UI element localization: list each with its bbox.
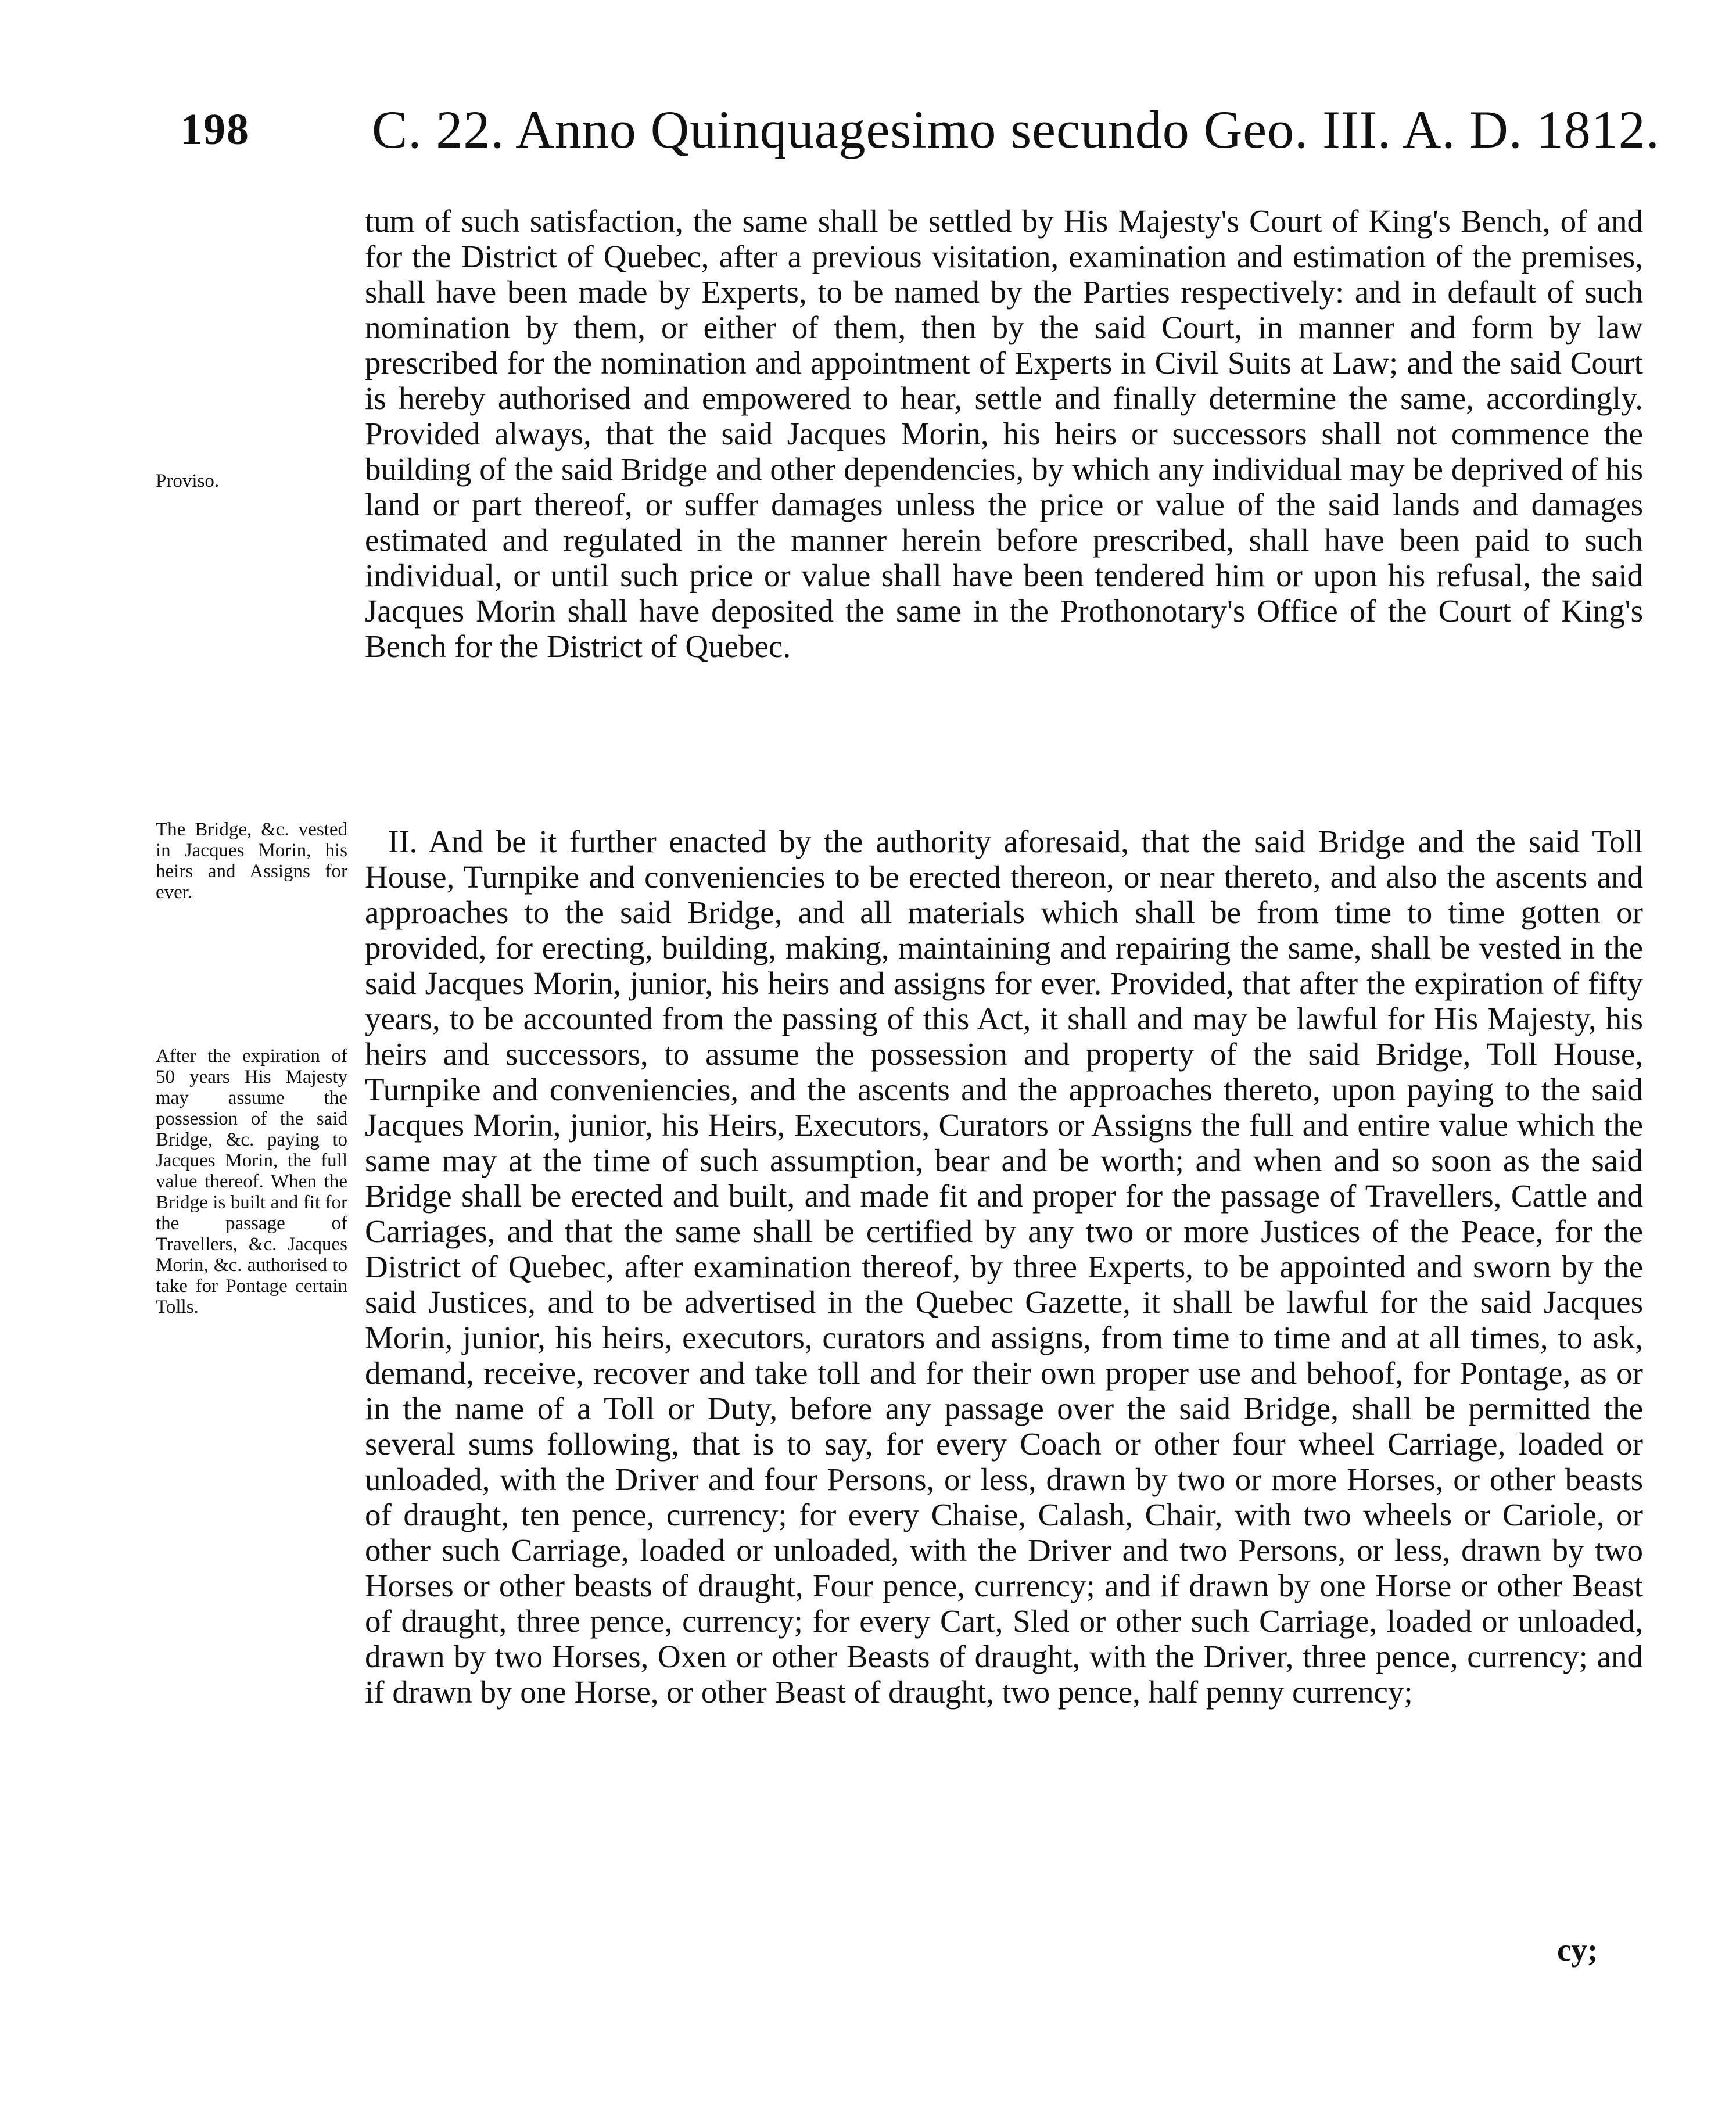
running-head: C. 22. Anno Quinquagesimo secundo Geo. III. A. D. 1812. xyxy=(372,100,1660,159)
paragraph-text: II. And be it further enacted by the authority aforesaid, that the said Bridge and the said Toll House, Turnpike and conveniencies to be erected thereon, or near thereto, and also the ascents and approaches to the said Bridge, and all materials which shall be from time to time gotten or provided, for erecting, building, making, maintaining and repairing the same, shall be vested in the said Jacques Morin, junior, his heirs and assigns for ever. Provided, that after the expiration of fifty years, to be accounted from the passing of this Act, it shall and may be lawful for His Majesty, his heirs and successors, to assume the possession and property of the said Bridge, Toll House, Turnpike and conveniencies, and the ascents and the approaches thereto, upon paying to the said Jacques Morin, junior, his Heirs, Executors, Curators or Assigns the full and entire value which the same may at the time of such assumption, bear and be worth; and when and so soon as the said Bridge shall be erected and built, and made fit and proper for the passage of Travellers, Cattle and Carriages, and that the same shall be certified by any two or more Justices of the Peace, for the District of Quebec, after examination thereof, by three Experts, to be appointed and sworn by the said Justices, and to be advertised in the Quebec Gazette, it shall be lawful for the said Jacques Morin, junior, his heirs, executors, curators and assigns, from time to time and at all times, to ask, demand, receive, recover and take toll and for their own proper use and behoof, for Pontage, as or in the name of a Toll or Duty, before any passage over the said Bridge, shall be permitted the several sums following, that is to say, for every Coach or other four wheel Carriage, loaded or unloaded, with the Driver and four Persons, or less, drawn by two or more Horses, or other beasts of draught, ten pence, currency; for every Chaise, Calash, Chair, with two wheels or Cariole, or other such Carriage, loaded or unloaded, with the Driver and two Persons, or less, drawn by two Horses or other beasts of draught, Four pence, currency; and if drawn by one Horse or other Beast of draught, three pence, currency; for every Cart, Sled or other such Carriage, loaded or unloaded, drawn by two Horses, Oxen or other Beasts of draught, with the Driver, three pence, currency; and if drawn by one Horse, or other Beast of draught, two pence, half penny currency; xyxy=(365,824,1643,1710)
catchword: cy; xyxy=(1557,1932,1598,1968)
page-header xyxy=(180,99,1667,180)
section-paragraph-2 xyxy=(365,824,1643,1710)
margin-note-bridge-vested: The Bridge, &c. vested in Jacques Morin, his heirs and Assigns for ever. xyxy=(156,819,347,903)
section-paragraph-1 xyxy=(365,203,1643,664)
paragraph-text: tum of such satisfaction, the same shall be settled by His Majesty's Court of King's Bench, of and for the District of Quebec, after a previous visitation, examination and estimation of the premises, shall have been made by Experts, to be named by the Parties respectively: and in default of such nomination by them, or either of them, then by the said Court, in manner and form by law prescribed for the nomination and appointment of Experts in Civil Suits at Law; and the said Court is hereby authorised and empowered to hear, settle and finally determine the same, accordingly. Provided always, that the said Jacques Morin, his heirs or successors shall not commence the building of the said Bridge and other dependencies, by which any individual may be deprived of his land or part thereof, or suffer damages unless the price or value of the said lands and damages estimated and regulated in the manner herein before prescribed, shall have been paid to such individual, or until such price or value shall have been tendered him or upon his refusal, the said Jacques Morin shall have deposited the same in the Prothonotary's Office of the Court of King's Bench for the District of Quebec. xyxy=(365,203,1643,664)
margin-note-proviso: Proviso. xyxy=(156,471,220,491)
page-number: 198 xyxy=(180,105,250,154)
margin-note-after-expiration: After the expiration of 50 years His Majesty may assume the possession of the said Bridge, &c. paying to Jacques Morin, the full value thereof. When the Bridge is built and fit for the passage of Travellers, &c. Jacques Morin, &c. authorised to take for Pontage certain Tolls. xyxy=(156,1046,347,1318)
